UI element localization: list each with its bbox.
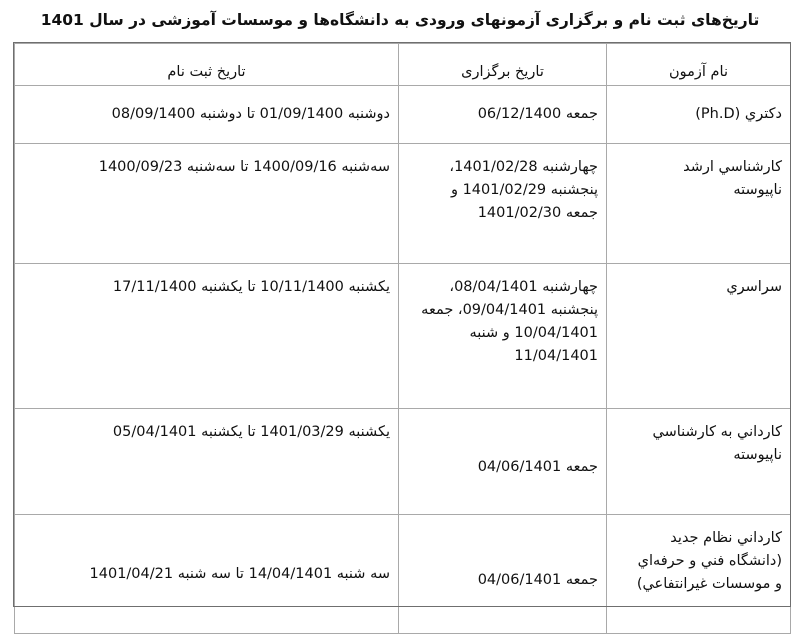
cell-line: 10/04/1401 و شنبه: [469, 325, 598, 341]
cell-line: سه شنبه 14/04/1401 تا سه شنبه 1401/04/21: [89, 565, 390, 582]
exam-name-cell: [607, 264, 791, 409]
registration-date-cell: [15, 144, 399, 264]
cell-line: چهارشنبه 1401/02/28،: [449, 159, 598, 175]
cell-line: کارشناسي ارشد: [683, 159, 782, 175]
cell-line: دوشنبه 01/09/1400 تا دوشنبه 08/09/1400: [111, 106, 390, 122]
exam-date-cell: [399, 144, 607, 264]
exam-date-cell: [399, 409, 607, 515]
registration-date-cell: [15, 264, 399, 409]
cell-line: کارداني نظام جديد: [670, 530, 782, 546]
cell-line: يکشنبه 1401/03/29 تا يکشنبه 05/04/1401: [112, 424, 390, 440]
cell-line: جمعه 04/06/1401: [477, 459, 598, 475]
cell-line: (دانشگاه فني و حرفه‌اي: [637, 553, 782, 569]
exam-date-cell: [399, 86, 607, 144]
table-row: [15, 86, 791, 144]
cell-line: جمعه 04/06/1401: [477, 571, 598, 588]
header-exam-name: نام آزمون: [607, 44, 791, 86]
registration-date-cell: [15, 515, 399, 634]
cell-line: جمعه 1401/02/30: [477, 205, 598, 221]
cell-line: يکشنبه 10/11/1400 تا يکشنبه 17/11/1400: [112, 279, 390, 295]
exam-date-cell: [399, 515, 607, 634]
exam-name-cell: [607, 144, 791, 264]
cell-line: دکتري (Ph.D): [695, 106, 782, 122]
cell-line: جمعه 06/12/1400: [477, 106, 598, 122]
exam-name-cell: [607, 86, 791, 144]
registration-date-cell: [15, 409, 399, 515]
cell-line: ناپيوسته: [733, 447, 782, 463]
page-title: تاریخ‌های ثبت نام و برگزاری آزمونهای ورودی به دانشگاه‌ها و موسسات آموزشی در سال 1401: [40, 11, 760, 29]
table-row: [15, 409, 791, 515]
exam-schedule-table: [14, 43, 791, 634]
cell-line: چهارشنبه 08/04/1401،: [449, 279, 598, 295]
header-exam-date: تاریخ برگزاری: [399, 44, 607, 86]
table-row: [15, 264, 791, 409]
cell-line: سراسري: [726, 279, 782, 295]
header-registration-date: تاریخ ثبت نام: [15, 44, 399, 86]
cell-line: 11/04/1401: [514, 348, 598, 364]
exam-name-cell: [607, 515, 791, 634]
cell-line: و موسسات غيرانتفاعي): [636, 576, 782, 592]
cell-line: پنجشنبه 09/04/1401، جمعه: [421, 302, 598, 318]
cell-line: پنجشنبه 1401/02/29 و: [450, 182, 598, 198]
registration-date-cell: [15, 86, 399, 144]
exam-date-cell: [399, 264, 607, 409]
exam-name-cell: [607, 409, 791, 515]
cell-line: سه‌شنبه 1400/09/16 تا سه‌شنبه 1400/09/23: [98, 159, 390, 175]
table-row: [15, 515, 791, 634]
table-row: [15, 144, 791, 264]
cell-line: کارداني به کارشناسي: [652, 424, 782, 440]
cell-line: ناپيوسته: [733, 182, 782, 198]
table-header-row: [15, 44, 791, 86]
